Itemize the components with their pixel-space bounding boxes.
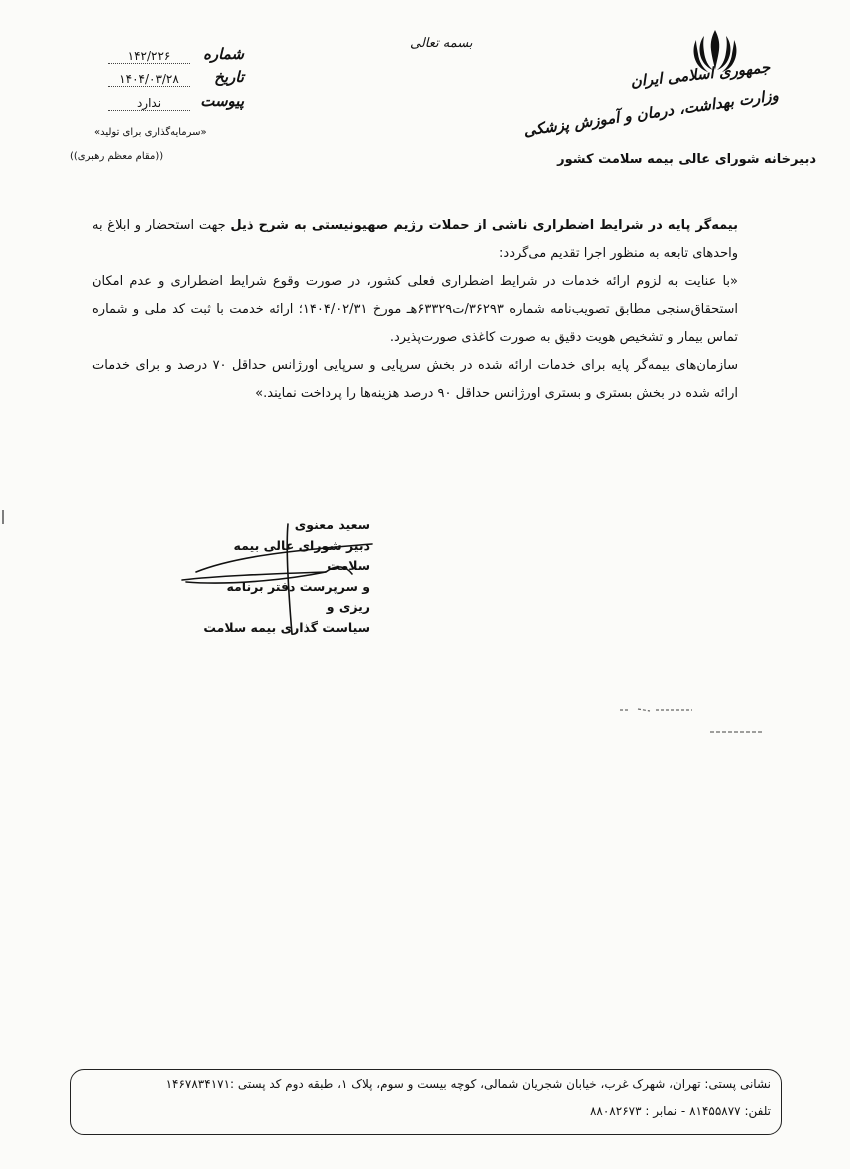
letter-attachment-row — [108, 92, 244, 114]
directive-paragraph-1: «با عنایت به لزوم ارائه خدمات در شرایط اضطراری فعلی کشور، در صورت وقوع شرایط اضطراری و عدم امکان استحقاق‌سنجی مطابق تصویب‌نامه شماره ۳۶۲۹۳/ت۶۳۳۲۹هـ مورخ ۱۴۰۴/۰۲/۳۱؛ ارائه خدمت با ثبت کد ملی و شماره تماس بیمار و تشخیص هویت دقیق به صورت کاغذی صورت‌پذیرد. — [92, 274, 739, 345]
date-value: ۱۴۰۴/۰۳/۲۸ — [108, 72, 190, 87]
year-slogan: «سرمایه‌گذاری برای تولید» — [94, 127, 207, 138]
letter-body — [92, 212, 738, 408]
directive-paragraph-2: سازمان‌های بیمه‌گر پایه برای خدمات ارائه شده در بخش سرپایی و سرپایی اورژانس حداقل ۷۰ درصد و برای خدمات ارائه شده در بخش بستری و بستری اورژانس حداقل ۹۰ درصد هزینه‌ها را پرداخت نمایند.» — [92, 358, 738, 401]
basmala-heading: بسمه تعالی — [410, 36, 473, 51]
scan-mark — [0, 510, 6, 524]
signatory-title-3: سیاست گذاری بیمه سلامت — [203, 619, 370, 635]
letter-number-row — [108, 45, 244, 67]
signatory-title-1: دبیر شورای عالی بیمه سلامت — [233, 537, 370, 573]
intro-rest-text: جهت استحضار و ابلاغ به واحدهای تابعه به منظور اجرا تقدیم می‌گردد: — [92, 218, 738, 261]
slogan-source: ((مقام معظم رهبری)) — [70, 151, 164, 162]
footer-address-box — [70, 1069, 782, 1135]
ministry-name-line: وزارت بهداشت، درمان و آموزش پزشکی — [521, 86, 780, 140]
attachment-label: پیوست — [200, 92, 244, 110]
postal-address: نشانی پستی: تهران، شهرک غرب، خیابان شجریان شمالی، کوچه بیست و سوم، پلاک ۱، طبقه دوم کد پستی :۱۴۶۷۸۳۴۱۷۱ — [165, 1077, 771, 1091]
intro-bold-text: بیمه‌گر پایه در شرایط اضطراری ناشی از حملات رژیم صهیونیستی به شرح ذیل — [230, 218, 738, 233]
scan-mark — [620, 706, 692, 714]
attachment-value: ندارد — [108, 96, 190, 111]
number-label: شماره — [203, 45, 244, 63]
phone-fax: تلفن: ۸۱۴۵۵۸۷۷ - نمابر : ۸۸۰۸۲۶۷۳ — [589, 1104, 771, 1118]
letter-date-row — [108, 68, 244, 90]
handwritten-signature — [176, 516, 376, 636]
scan-mark — [710, 728, 762, 736]
intro-paragraph — [92, 212, 738, 268]
number-value: ۱۴۲/۲۲۶ — [108, 49, 190, 64]
signatory-title-2: و سرپرست دفتر برنامه ریزی و — [226, 578, 370, 614]
ministry-country-line: جمهوری اسلامی ایران — [629, 58, 771, 91]
signatory-name: سعید معنوی — [294, 517, 370, 532]
date-label: تاریخ — [214, 68, 244, 86]
secretariat-title: دبیرخانه شورای عالی بیمه سلامت کشور — [557, 152, 816, 167]
